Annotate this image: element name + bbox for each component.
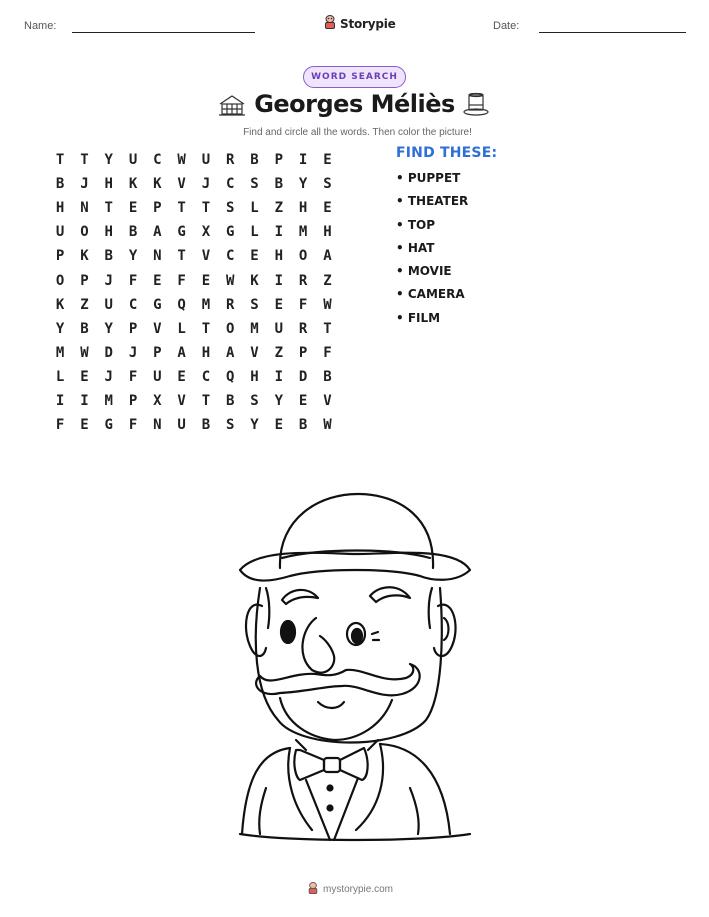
grid-letter[interactable]: E — [80, 368, 89, 385]
grid-letter[interactable]: V — [177, 392, 186, 409]
grid-letter[interactable]: I — [274, 224, 284, 241]
grid-letter[interactable]: G — [153, 296, 162, 313]
grid-letter[interactable]: B — [250, 152, 259, 169]
grid-letter[interactable]: F — [323, 344, 332, 361]
grid-letter[interactable]: Y — [250, 417, 259, 434]
grid-letter[interactable]: B — [80, 320, 89, 337]
grid-letter[interactable]: R — [226, 296, 235, 313]
grid-letter[interactable]: C — [153, 152, 162, 169]
grid-row — [48, 341, 340, 365]
word-list — [396, 170, 497, 333]
grid-letter[interactable]: R — [226, 152, 235, 169]
grid-letter[interactable]: H — [104, 176, 113, 193]
grid-letter[interactable]: V — [201, 248, 211, 265]
date-label: Date: — [493, 20, 520, 32]
grid-letter[interactable]: E — [128, 200, 138, 217]
grid-row — [48, 244, 340, 268]
grid-letter[interactable]: L — [250, 224, 259, 241]
grid-letter[interactable]: A — [226, 344, 235, 361]
grid-letter[interactable]: S — [226, 417, 235, 434]
grid-row — [48, 148, 340, 172]
grid-row — [48, 220, 340, 244]
grid-letter[interactable]: O — [55, 272, 65, 289]
grid-letter[interactable]: H — [298, 200, 308, 217]
grid-letter[interactable]: H — [250, 368, 259, 385]
grid-letter[interactable]: V — [153, 320, 162, 337]
grid-letter[interactable]: D — [104, 344, 113, 361]
grid-letter[interactable]: T — [177, 248, 186, 265]
name-label: Name: — [24, 20, 57, 32]
grid-letter[interactable]: B — [104, 248, 113, 265]
grid-letter[interactable]: T — [201, 200, 211, 217]
grid-letter[interactable]: A — [323, 248, 332, 265]
grid-letter[interactable]: K — [153, 176, 162, 193]
grid-letter[interactable]: E — [274, 296, 284, 313]
grid-letter[interactable]: Y — [55, 320, 65, 337]
find-these-title: FIND THESE: — [396, 145, 498, 161]
grid-letter[interactable]: X — [153, 392, 162, 409]
grid-letter[interactable]: U — [55, 224, 65, 241]
grid-letter[interactable]: J — [104, 368, 113, 385]
grid-letter[interactable]: K — [55, 296, 65, 313]
grid-letter[interactable]: N — [153, 417, 162, 434]
grid-letter[interactable]: T — [80, 152, 89, 169]
grid-letter[interactable]: W — [177, 152, 186, 169]
grid-letter[interactable]: A — [153, 224, 162, 241]
grid-letter[interactable]: M — [250, 320, 259, 337]
grid-letter[interactable]: G — [226, 224, 235, 241]
grid-letter[interactable]: I — [274, 272, 284, 289]
grid-letter[interactable]: E — [323, 152, 332, 169]
grid-letter[interactable]: Z — [274, 200, 284, 217]
grid-letter[interactable]: Z — [323, 272, 332, 289]
grid-letter[interactable]: R — [298, 320, 308, 337]
grid-letter[interactable]: W — [323, 417, 332, 434]
grid-letter[interactable]: J — [104, 272, 113, 289]
grid-letter[interactable]: C — [226, 176, 235, 193]
footer — [307, 880, 393, 899]
grid-letter[interactable]: I — [274, 368, 284, 385]
grid-letter[interactable]: V — [177, 176, 186, 193]
grid-letter[interactable]: S — [226, 200, 235, 217]
grid-letter[interactable]: N — [153, 248, 162, 265]
grid-letter[interactable]: T — [104, 200, 113, 217]
grid-letter[interactable]: F — [128, 368, 138, 385]
grid-letter[interactable]: J — [128, 344, 138, 361]
grid-letter[interactable]: F — [177, 272, 186, 289]
grid-row — [48, 196, 340, 220]
grid-letter[interactable]: P — [153, 344, 162, 361]
grid-letter[interactable]: E — [80, 417, 89, 434]
grid-letter[interactable]: J — [80, 176, 89, 193]
grid-letter[interactable]: C — [128, 296, 138, 313]
grid-letter[interactable]: T — [201, 320, 211, 337]
grid-letter[interactable]: U — [104, 296, 113, 313]
grid-letter[interactable]: S — [250, 296, 259, 313]
grid-letter[interactable]: E — [153, 272, 162, 289]
grid-letter[interactable]: U — [153, 368, 162, 385]
grid-letter[interactable]: H — [104, 224, 113, 241]
grid-letter[interactable]: P — [274, 152, 284, 169]
grid-letter[interactable]: B — [55, 176, 65, 193]
grid-letter[interactable]: W — [323, 296, 332, 313]
grid-letter[interactable]: W — [80, 344, 89, 361]
grid-row — [48, 317, 340, 341]
grid-letter[interactable]: P — [80, 272, 89, 289]
grid-letter[interactable]: P — [55, 248, 65, 265]
grid-letter[interactable]: Y — [104, 152, 113, 169]
grid-letter[interactable]: L — [250, 200, 259, 217]
grid-letter[interactable]: P — [128, 320, 138, 337]
grid-letter[interactable]: B — [226, 392, 235, 409]
grid-letter[interactable]: F — [55, 417, 65, 434]
grid-letter[interactable]: T — [177, 200, 186, 217]
grid-letter[interactable]: X — [201, 224, 211, 241]
grid-letter[interactable]: J — [201, 176, 211, 193]
storypie-logo-icon — [323, 14, 337, 34]
grid-letter[interactable]: E — [274, 417, 284, 434]
grid-letter[interactable]: C — [201, 368, 211, 385]
grid-letter[interactable]: L — [177, 320, 186, 337]
grid-letter[interactable]: U — [201, 152, 211, 169]
brand-name: Storypie — [340, 17, 396, 31]
grid-letter[interactable]: H — [55, 200, 65, 217]
grid-letter[interactable]: S — [323, 176, 332, 193]
grid-letter[interactable]: B — [128, 224, 138, 241]
grid-letter[interactable]: B — [323, 368, 332, 385]
grid-letter[interactable]: M — [104, 392, 113, 409]
date-field-line[interactable] — [539, 32, 686, 33]
grid-letter[interactable]: U — [128, 152, 138, 169]
grid-letter[interactable]: P — [298, 344, 308, 361]
word-list-item: • HAT — [396, 240, 435, 255]
grid-letter[interactable]: E — [298, 392, 308, 409]
grid-letter[interactable]: A — [177, 344, 186, 361]
grid-letter[interactable]: K — [80, 248, 89, 265]
grid-letter[interactable]: P — [128, 392, 138, 409]
grid-letter[interactable]: B — [298, 417, 308, 434]
grid-letter[interactable]: B — [274, 176, 284, 193]
grid-letter[interactable]: U — [274, 320, 284, 337]
grid-letter[interactable]: Y — [104, 320, 113, 337]
grid-letter[interactable]: B — [201, 417, 211, 434]
word-search-grid — [48, 148, 340, 437]
grid-letter[interactable]: O — [226, 320, 235, 337]
grid-letter[interactable]: O — [80, 224, 89, 241]
storypie-footer-logo-icon — [307, 880, 319, 899]
grid-letter[interactable]: M — [298, 224, 308, 241]
grid-letter[interactable]: E — [201, 272, 211, 289]
grid-letter[interactable]: S — [250, 176, 259, 193]
grid-letter[interactable]: S — [250, 392, 259, 409]
word-list-item: • CAMERA — [396, 287, 465, 302]
grid-letter[interactable]: Q — [226, 368, 235, 385]
grid-letter[interactable]: E — [177, 368, 186, 385]
grid-letter[interactable]: E — [250, 248, 259, 265]
grid-row — [48, 413, 340, 437]
grid-letter[interactable]: K — [250, 272, 259, 289]
brand — [323, 14, 396, 34]
grid-letter[interactable]: Y — [298, 176, 308, 193]
grid-letter[interactable]: O — [298, 248, 308, 265]
grid-letter[interactable]: M — [55, 344, 65, 361]
name-field-line[interactable] — [72, 32, 255, 33]
grid-letter[interactable]: T — [323, 320, 332, 337]
grid-letter[interactable]: V — [250, 344, 259, 361]
grid-letter[interactable]: V — [323, 392, 332, 409]
grid-letter[interactable]: F — [128, 417, 138, 434]
grid-row — [48, 172, 340, 196]
grid-letter[interactable]: I — [298, 152, 308, 169]
grid-letter[interactable]: E — [323, 200, 332, 217]
grid-letter[interactable]: G — [177, 224, 186, 241]
grid-letter[interactable]: P — [153, 200, 162, 217]
instructions: Find and circle all the words. Then color the picture! — [243, 127, 472, 138]
word-list-item: • THEATER — [396, 194, 469, 209]
word-list-item: • PUPPET — [396, 171, 461, 185]
find-these-panel — [396, 145, 497, 333]
word-list-item: • MOVIE — [396, 264, 452, 279]
grid-letter[interactable]: F — [298, 296, 308, 313]
grid-letter[interactable]: L — [55, 368, 65, 385]
grid-row — [48, 293, 340, 317]
page-title: Georges Méliès — [254, 90, 455, 118]
grid-row — [48, 365, 340, 389]
grid-letter[interactable]: K — [128, 176, 138, 193]
grid-letter[interactable]: N — [80, 200, 89, 217]
grid-letter[interactable]: T — [55, 152, 65, 169]
grid-letter[interactable]: I — [80, 392, 89, 409]
grid-row — [48, 268, 340, 292]
footer-url[interactable]: mystorypie.com — [323, 884, 394, 895]
grid-letter[interactable]: H — [274, 248, 284, 265]
word-list-item: • FILM — [396, 310, 441, 325]
grid-letter[interactable]: I — [55, 392, 65, 409]
grid-letter[interactable]: Y — [128, 248, 138, 265]
grid-letter[interactable]: M — [201, 296, 211, 313]
georges-melies-illustration — [230, 488, 480, 852]
grid-letter[interactable]: W — [226, 272, 235, 289]
grid-letter[interactable]: U — [177, 417, 186, 434]
grid-letter[interactable]: Z — [80, 296, 89, 313]
grid-letter[interactable]: Y — [274, 392, 284, 409]
grid-letter[interactable]: H — [201, 344, 211, 361]
word-list-item: • TOP — [396, 217, 436, 232]
grid-letter[interactable]: R — [298, 272, 308, 289]
title-container — [0, 90, 709, 118]
word-search-badge: WORD SEARCH — [303, 66, 406, 88]
grid-letter[interactable]: Z — [274, 344, 284, 361]
grid-letter[interactable]: Q — [177, 296, 186, 313]
grid-letter[interactable]: F — [128, 272, 138, 289]
grid-letter[interactable]: G — [104, 417, 113, 434]
grid-letter[interactable]: D — [298, 368, 308, 385]
grid-row — [48, 389, 340, 413]
grid-letter[interactable]: C — [226, 248, 235, 265]
grid-letter[interactable]: H — [323, 224, 332, 241]
grid-letter[interactable]: T — [201, 392, 211, 409]
top-hat-icon — [462, 92, 490, 122]
